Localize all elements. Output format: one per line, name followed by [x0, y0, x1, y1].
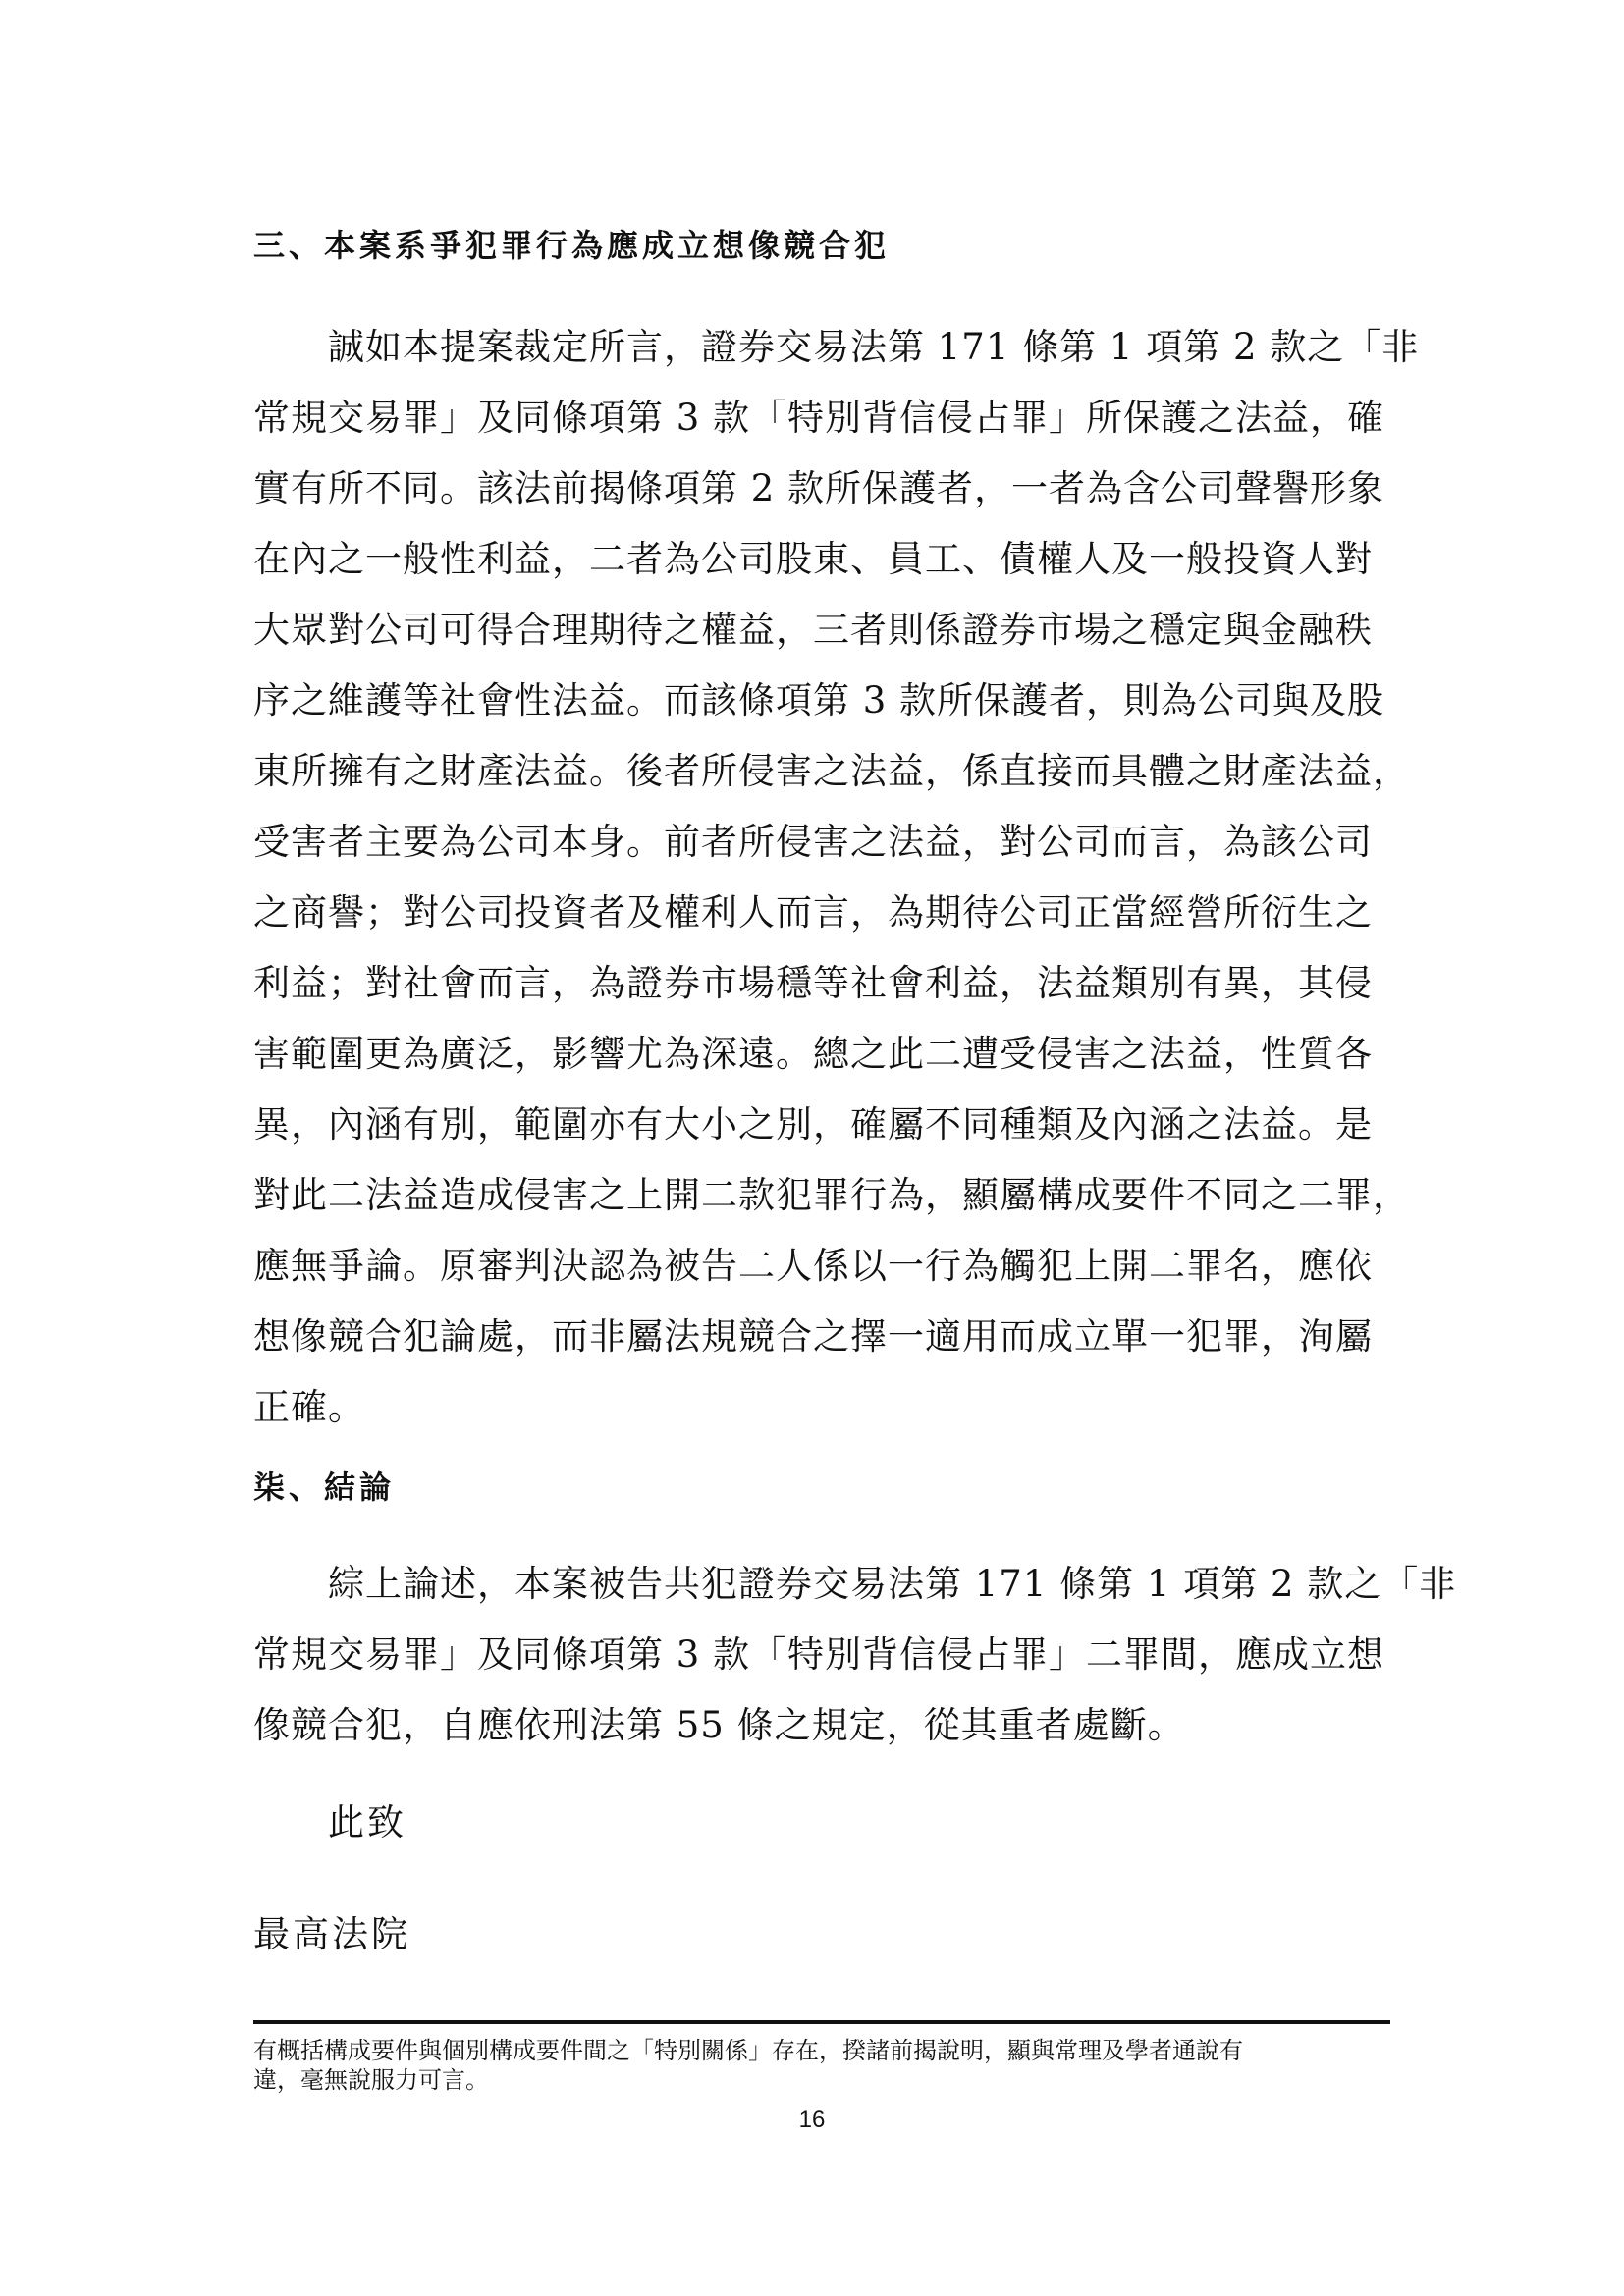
paragraph-line: 綜上論述，本案被告共犯證券交易法第 171 條第 1 項第 2 款之「非	[328, 1563, 1457, 1605]
addressee: 最高法院	[253, 1913, 410, 1955]
paragraph-line: 應無爭論。原審判決認為被告二人係以一行為觸犯上開二罪名，應依	[253, 1245, 1373, 1287]
footnote-line: 有概括構成要件與個別構成要件間之「特別關係」存在，揆諸前揭說明，顯與常理及學者通說有	[253, 2037, 1243, 2064]
salutation: 此致	[328, 1801, 406, 1843]
paragraph-line: 對此二法益造成侵害之上開二款犯罪行為，顯屬構成要件不同之二罪，	[253, 1174, 1410, 1216]
paragraph-line: 想像競合犯論處，而非屬法規競合之擇一適用而成立單一犯罪，洵屬	[253, 1315, 1373, 1358]
page-number: 16	[798, 2107, 826, 2133]
paragraph-line: 利益；對社會而言，為證券市場穩等社會利益，法益類別有異，其侵	[253, 962, 1373, 1004]
paragraph-line: 受害者主要為公司本身。前者所侵害之法益，對公司而言，為該公司	[253, 821, 1373, 863]
paragraph-line: 常規交易罪」及同條項第 3 款「特別背信侵占罪」二罪間，應成立想	[253, 1633, 1385, 1676]
paragraph-line: 誠如本提案裁定所言，證券交易法第 171 條第 1 項第 2 款之「非	[328, 326, 1420, 368]
paragraph-line: 異，內涵有別，範圍亦有大小之別，確屬不同種類及內涵之法益。是	[253, 1103, 1373, 1146]
paragraph-line: 害範圍更為廣泛，影響尤為深遠。總之此二遭受侵害之法益，性質各	[253, 1033, 1373, 1075]
paragraph-line: 在內之一般性利益，二者為公司股東、員工、債權人及一般投資人對	[253, 538, 1373, 580]
footnote	[253, 2036, 1402, 2095]
paragraph-line: 正確。	[253, 1386, 365, 1428]
paragraph-line: 實有所不同。該法前揭條項第 2 款所保護者，一者為含公司聲譽形象	[253, 467, 1385, 509]
paragraph-line: 像競合犯，自應依刑法第 55 條之規定，從其重者處斷。	[253, 1704, 1185, 1746]
section-heading-three: 三、本案系爭犯罪行為應成立想像競合犯	[253, 227, 891, 264]
footnote-divider	[253, 2020, 1390, 2024]
footnote-line: 違，毫無說服力可言。	[253, 2066, 489, 2094]
conclusion-paragraph	[253, 1549, 1457, 1761]
section-heading-seven: 柒、結論	[253, 1468, 396, 1506]
paragraph-line: 東所擁有之財產法益。後者所侵害之法益，係直接而具體之財產法益，	[253, 750, 1410, 792]
paragraph-line: 常規交易罪」及同條項第 3 款「特別背信侵占罪」所保護之法益，確	[253, 397, 1385, 439]
paragraph-line: 之商譽；對公司投資者及權利人而言，為期待公司正當經營所衍生之	[253, 891, 1373, 934]
paragraph-line: 大眾對公司可得合理期待之權益，三者則係證券市場之穩定與金融秩	[253, 609, 1373, 651]
paragraph-line: 序之維護等社會性法益。而該條項第 3 款所保護者，則為公司與及股	[253, 679, 1385, 721]
section-three-paragraph	[253, 312, 1420, 1443]
